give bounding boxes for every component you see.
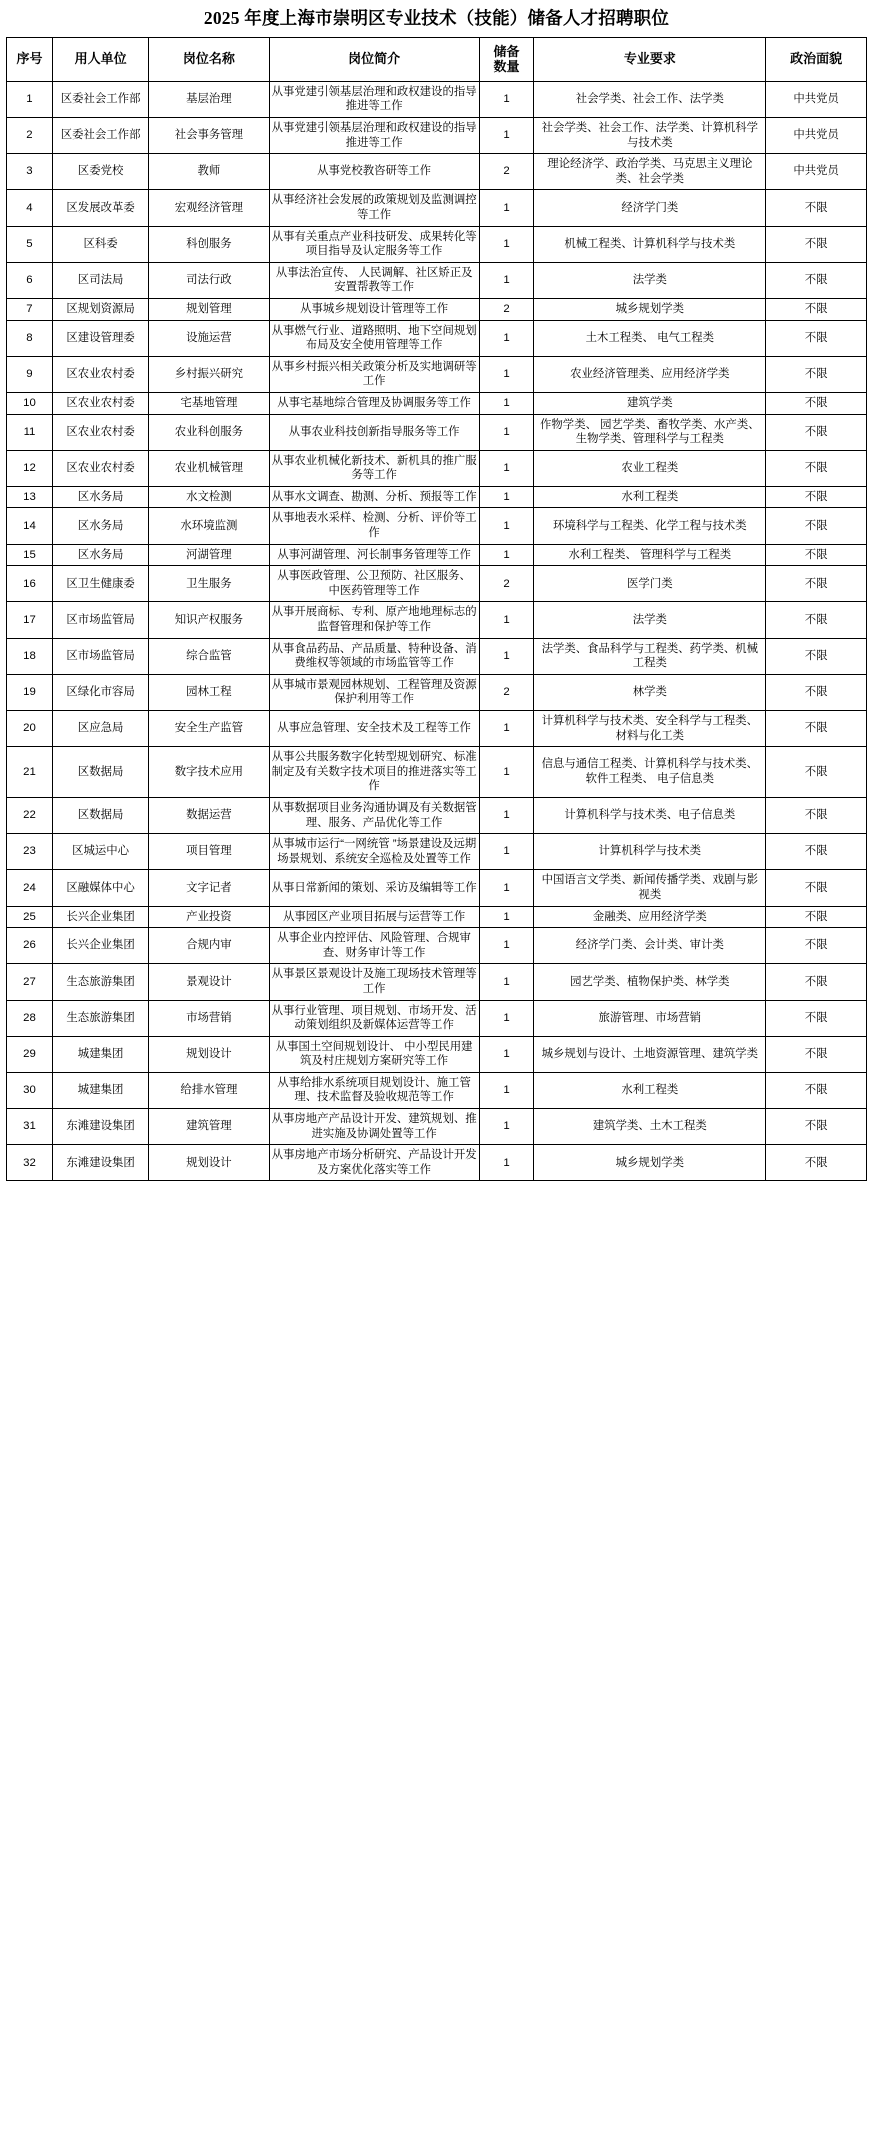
cell-description: 从事党校教咨研等工作: [269, 154, 479, 190]
table-row: [7, 602, 867, 638]
cell-unit: 长兴企业集团: [52, 928, 148, 964]
cell-description: 从事行业管理、项目规划、市场开发、活动策划组织及新媒体运营等工作: [269, 1000, 479, 1036]
cell-seq: 14: [7, 508, 53, 544]
cell-description: 从事房地产市场分析研究、产品设计开发及方案优化落实等工作: [269, 1145, 479, 1181]
cell-political: 不限: [766, 1000, 867, 1036]
table-row: [7, 262, 867, 298]
table-header: [7, 37, 867, 81]
cell-political: 中共党员: [766, 118, 867, 154]
cell-major: 建筑学类、土木工程类: [534, 1109, 766, 1145]
cell-unit: 区发展改革委: [52, 190, 148, 226]
cell-number: 1: [479, 711, 534, 747]
cell-political: 不限: [766, 1109, 867, 1145]
cell-seq: 10: [7, 392, 53, 414]
cell-seq: 20: [7, 711, 53, 747]
cell-description: 从事开展商标、专利、原产地地理标志的监督管理和保护等工作: [269, 602, 479, 638]
cell-post: 给排水管理: [149, 1072, 269, 1108]
cell-number: 1: [479, 747, 534, 798]
cell-political: 不限: [766, 508, 867, 544]
cell-description: 从事城市景观园林规划、工程管理及资源保护利用等工作: [269, 674, 479, 710]
cell-unit: 区数据局: [52, 747, 148, 798]
column-header-desc: 岗位简介: [269, 37, 479, 81]
cell-political: 不限: [766, 747, 867, 798]
table-row: [7, 414, 867, 450]
cell-description: 从事房地产产品设计开发、建筑规划、推进实施及协调处置等工作: [269, 1109, 479, 1145]
table-row: [7, 486, 867, 508]
cell-major: 水利工程类、 管理科学与工程类: [534, 544, 766, 566]
cell-seq: 9: [7, 356, 53, 392]
cell-seq: 2: [7, 118, 53, 154]
column-header-number-line2: 数量: [493, 59, 520, 75]
cell-description: 从事园区产业项目拓展与运营等工作: [269, 906, 479, 928]
cell-number: 1: [479, 118, 534, 154]
cell-political: 不限: [766, 1072, 867, 1108]
table-row: [7, 190, 867, 226]
cell-post: 卫生服务: [149, 566, 269, 602]
cell-description: 从事国土空间规划设计、 中小型民用建筑及村庄规划方案研究等工作: [269, 1036, 479, 1072]
cell-description: 从事给排水系统项目规划设计、施工管理、技术监督及验收规范等工作: [269, 1072, 479, 1108]
cell-unit: 区水务局: [52, 508, 148, 544]
cell-seq: 13: [7, 486, 53, 508]
cell-description: 从事数据项目业务沟通协调及有关数据管理、服务、产品优化等工作: [269, 797, 479, 833]
cell-unit: 区城运中心: [52, 834, 148, 870]
table-row: [7, 544, 867, 566]
cell-number: 1: [479, 906, 534, 928]
cell-unit: 区委社会工作部: [52, 118, 148, 154]
column-header-unit: 用人单位: [52, 37, 148, 81]
cell-political: 不限: [766, 544, 867, 566]
table-body: [7, 81, 867, 1181]
cell-post: 河湖管理: [149, 544, 269, 566]
cell-number: 1: [479, 638, 534, 674]
cell-post: 综合监管: [149, 638, 269, 674]
cell-description: 从事企业内控评估、风险管理、合规审查、财务审计等工作: [269, 928, 479, 964]
cell-description: 从事党建引领基层治理和政权建设的指导推进等工作: [269, 118, 479, 154]
cell-description: 从事公共服务数字化转型规划研究、标准制定及有关数字技术项目的推进落实等工作: [269, 747, 479, 798]
column-header-political: 政治面貌: [766, 37, 867, 81]
cell-post: 水文检测: [149, 486, 269, 508]
cell-number: 1: [479, 320, 534, 356]
cell-political: 不限: [766, 566, 867, 602]
cell-number: 2: [479, 154, 534, 190]
cell-number: 2: [479, 566, 534, 602]
column-header-seq: 序号: [7, 37, 53, 81]
cell-seq: 21: [7, 747, 53, 798]
cell-description: 从事河湖管理、河长制事务管理等工作: [269, 544, 479, 566]
cell-political: 不限: [766, 870, 867, 906]
cell-post: 司法行政: [149, 262, 269, 298]
table-row: [7, 450, 867, 486]
table-row: [7, 154, 867, 190]
cell-post: 景观设计: [149, 964, 269, 1000]
cell-seq: 29: [7, 1036, 53, 1072]
cell-seq: 7: [7, 298, 53, 320]
cell-description: 从事乡村振兴相关政策分析及实地调研等工作: [269, 356, 479, 392]
cell-seq: 6: [7, 262, 53, 298]
cell-unit: 城建集团: [52, 1072, 148, 1108]
cell-description: 从事城市运行“一网统管 ”场景建设及远期场景规划、系统安全巡检及处置等工作: [269, 834, 479, 870]
cell-major: 经济学门类、会计类、审计类: [534, 928, 766, 964]
cell-description: 从事宅基地综合管理及协调服务等工作: [269, 392, 479, 414]
cell-major: 农业工程类: [534, 450, 766, 486]
cell-political: 不限: [766, 1036, 867, 1072]
cell-political: 不限: [766, 797, 867, 833]
cell-unit: 区科委: [52, 226, 148, 262]
cell-unit: 东滩建设集团: [52, 1145, 148, 1181]
cell-major: 计算机科学与技术类、安全科学与工程类、材料与化工类: [534, 711, 766, 747]
cell-description: 从事城乡规划设计管理等工作: [269, 298, 479, 320]
cell-post: 安全生产监管: [149, 711, 269, 747]
cell-unit: 东滩建设集团: [52, 1109, 148, 1145]
cell-description: 从事燃气行业、道路照明、地下空间规划布局及安全使用管理等工作: [269, 320, 479, 356]
cell-major: 社会学类、社会工作、法学类、计算机科学与技术类: [534, 118, 766, 154]
cell-political: 不限: [766, 226, 867, 262]
cell-major: 法学类: [534, 602, 766, 638]
cell-number: 1: [479, 356, 534, 392]
cell-description: 从事食品药品、产品质量、特种设备、消费维权等领域的市场监管等工作: [269, 638, 479, 674]
table-row: [7, 870, 867, 906]
cell-post: 乡村振兴研究: [149, 356, 269, 392]
cell-unit: 区绿化市容局: [52, 674, 148, 710]
cell-post: 设施运营: [149, 320, 269, 356]
column-header-number: [479, 37, 534, 81]
cell-major: 社会学类、社会工作、法学类: [534, 81, 766, 117]
cell-political: 不限: [766, 356, 867, 392]
cell-major: 医学门类: [534, 566, 766, 602]
cell-major: 作物学类、 园艺学类、畜牧学类、水产类、 生物学类、管理科学与工程类: [534, 414, 766, 450]
cell-political: 中共党员: [766, 81, 867, 117]
cell-major: 信息与通信工程类、计算机科学与技术类、软件工程类、 电子信息类: [534, 747, 766, 798]
cell-number: 2: [479, 298, 534, 320]
table-row: [7, 747, 867, 798]
cell-number: 1: [479, 928, 534, 964]
cell-description: 从事水文调查、勘测、分析、预报等工作: [269, 486, 479, 508]
cell-seq: 12: [7, 450, 53, 486]
cell-description: 从事应急管理、安全技术及工程等工作: [269, 711, 479, 747]
cell-major: 计算机科学与技术类: [534, 834, 766, 870]
cell-post: 农业科创服务: [149, 414, 269, 450]
cell-political: 不限: [766, 674, 867, 710]
cell-post: 水环境监测: [149, 508, 269, 544]
cell-number: 1: [479, 486, 534, 508]
cell-number: 1: [479, 262, 534, 298]
cell-political: 不限: [766, 298, 867, 320]
cell-number: 1: [479, 81, 534, 117]
cell-major: 林学类: [534, 674, 766, 710]
cell-seq: 25: [7, 906, 53, 928]
table-row: [7, 566, 867, 602]
cell-unit: 区司法局: [52, 262, 148, 298]
table-row: [7, 928, 867, 964]
cell-political: 不限: [766, 320, 867, 356]
cell-number: 1: [479, 392, 534, 414]
cell-description: 从事有关重点产业科技研发、成果转化等项目指导及认定服务等工作: [269, 226, 479, 262]
cell-major: 中国语言文学类、新闻传播学类、戏剧与影视类: [534, 870, 766, 906]
cell-unit: 区市场监管局: [52, 602, 148, 638]
cell-post: 规划设计: [149, 1036, 269, 1072]
cell-seq: 32: [7, 1145, 53, 1181]
cell-political: 不限: [766, 392, 867, 414]
cell-post: 社会事务管理: [149, 118, 269, 154]
cell-seq: 4: [7, 190, 53, 226]
cell-unit: 区农业农村委: [52, 392, 148, 414]
cell-political: 不限: [766, 602, 867, 638]
cell-post: 基层治理: [149, 81, 269, 117]
cell-political: 不限: [766, 834, 867, 870]
cell-post: 宏观经济管理: [149, 190, 269, 226]
cell-major: 环境科学与工程类、化学工程与技术类: [534, 508, 766, 544]
page-title: 2025 年度上海市崇明区专业技术（技能）储备人才招聘职位: [203, 8, 670, 28]
cell-major: 经济学门类: [534, 190, 766, 226]
cell-post: 园林工程: [149, 674, 269, 710]
table-row: [7, 674, 867, 710]
cell-political: 不限: [766, 450, 867, 486]
table-row: [7, 226, 867, 262]
cell-major: 机械工程类、计算机科学与技术类: [534, 226, 766, 262]
cell-seq: 5: [7, 226, 53, 262]
column-header-number-line1: 储备: [493, 43, 520, 59]
cell-unit: 城建集团: [52, 1036, 148, 1072]
cell-unit: 区农业农村委: [52, 356, 148, 392]
cell-post: 数字技术应用: [149, 747, 269, 798]
table-row: [7, 1145, 867, 1181]
cell-unit: 区委党校: [52, 154, 148, 190]
cell-seq: 31: [7, 1109, 53, 1145]
cell-number: 1: [479, 1109, 534, 1145]
cell-major: 土木工程类、 电气工程类: [534, 320, 766, 356]
table-row: [7, 1036, 867, 1072]
cell-political: 不限: [766, 711, 867, 747]
column-header-post: 岗位名称: [149, 37, 269, 81]
cell-political: 不限: [766, 638, 867, 674]
table-row: [7, 1072, 867, 1108]
cell-post: 合规内审: [149, 928, 269, 964]
cell-description: 从事景区景观设计及施工现场技术管理等工作: [269, 964, 479, 1000]
cell-political: 中共党员: [766, 154, 867, 190]
table-row: [7, 1000, 867, 1036]
table-row: [7, 356, 867, 392]
cell-number: 1: [479, 508, 534, 544]
cell-number: 1: [479, 544, 534, 566]
cell-post: 宅基地管理: [149, 392, 269, 414]
cell-number: 1: [479, 964, 534, 1000]
cell-seq: 28: [7, 1000, 53, 1036]
cell-number: 1: [479, 834, 534, 870]
cell-unit: 区卫生健康委: [52, 566, 148, 602]
cell-seq: 22: [7, 797, 53, 833]
table-row: [7, 638, 867, 674]
cell-unit: 区水务局: [52, 486, 148, 508]
cell-major: 城乡规划学类: [534, 298, 766, 320]
recruitment-positions-table: [6, 37, 867, 1182]
cell-major: 城乡规划学类: [534, 1145, 766, 1181]
cell-number: 1: [479, 1145, 534, 1181]
cell-unit: 区农业农村委: [52, 450, 148, 486]
cell-number: 1: [479, 870, 534, 906]
table-row: [7, 320, 867, 356]
cell-description: 从事农业科技创新指导服务等工作: [269, 414, 479, 450]
cell-unit: 区建设管理委: [52, 320, 148, 356]
cell-major: 园艺学类、植物保护类、林学类: [534, 964, 766, 1000]
cell-political: 不限: [766, 190, 867, 226]
cell-seq: 11: [7, 414, 53, 450]
cell-description: 从事党建引领基层治理和政权建设的指导推进等工作: [269, 81, 479, 117]
cell-major: 城乡规划与设计、土地资源管理、建筑学类: [534, 1036, 766, 1072]
table-row: [7, 906, 867, 928]
cell-unit: 区融媒体中心: [52, 870, 148, 906]
cell-number: 1: [479, 450, 534, 486]
cell-major: 计算机科学与技术类、电子信息类: [534, 797, 766, 833]
cell-number: 1: [479, 414, 534, 450]
cell-seq: 30: [7, 1072, 53, 1108]
cell-unit: 长兴企业集团: [52, 906, 148, 928]
table-row: [7, 81, 867, 117]
cell-post: 建筑管理: [149, 1109, 269, 1145]
cell-number: 1: [479, 1036, 534, 1072]
cell-post: 知识产权服务: [149, 602, 269, 638]
cell-political: 不限: [766, 928, 867, 964]
cell-description: 从事法治宣传、 人民调解、社区矫正及安置帮教等工作: [269, 262, 479, 298]
cell-unit: 生态旅游集团: [52, 964, 148, 1000]
cell-post: 市场营销: [149, 1000, 269, 1036]
cell-post: 规划管理: [149, 298, 269, 320]
table-row: [7, 964, 867, 1000]
cell-major: 理论经济学、政治学类、马克思主义理论类、社会学类: [534, 154, 766, 190]
cell-seq: 15: [7, 544, 53, 566]
cell-post: 产业投资: [149, 906, 269, 928]
cell-unit: 区规划资源局: [52, 298, 148, 320]
cell-unit: 区农业农村委: [52, 414, 148, 450]
table-row: [7, 508, 867, 544]
cell-number: 1: [479, 797, 534, 833]
cell-seq: 18: [7, 638, 53, 674]
cell-unit: 区委社会工作部: [52, 81, 148, 117]
cell-seq: 16: [7, 566, 53, 602]
cell-number: 1: [479, 1000, 534, 1036]
cell-political: 不限: [766, 486, 867, 508]
cell-post: 农业机械管理: [149, 450, 269, 486]
cell-major: 水利工程类: [534, 486, 766, 508]
cell-number: 1: [479, 190, 534, 226]
cell-seq: 8: [7, 320, 53, 356]
table-row: [7, 298, 867, 320]
cell-major: 法学类: [534, 262, 766, 298]
cell-unit: 区水务局: [52, 544, 148, 566]
cell-political: 不限: [766, 414, 867, 450]
cell-political: 不限: [766, 906, 867, 928]
cell-seq: 1: [7, 81, 53, 117]
cell-post: 规划设计: [149, 1145, 269, 1181]
cell-major: 建筑学类: [534, 392, 766, 414]
cell-major: 法学类、食品科学与工程类、药学类、机械工程类: [534, 638, 766, 674]
cell-description: 从事地表水采样、检测、分析、评价等工作: [269, 508, 479, 544]
table-row: [7, 118, 867, 154]
cell-major: 金融类、应用经济学类: [534, 906, 766, 928]
cell-description: 从事医政管理、公卫预防、社区服务、 中医药管理等工作: [269, 566, 479, 602]
cell-major: 旅游管理、市场营销: [534, 1000, 766, 1036]
cell-description: 从事农业机械化新技术、新机具的推广服务等工作: [269, 450, 479, 486]
cell-unit: 区应急局: [52, 711, 148, 747]
table-row: [7, 834, 867, 870]
table-row: [7, 797, 867, 833]
cell-major: 农业经济管理类、应用经济学类: [534, 356, 766, 392]
table-row: [7, 711, 867, 747]
cell-unit: 区数据局: [52, 797, 148, 833]
table-header-row: [7, 37, 867, 81]
cell-unit: 生态旅游集团: [52, 1000, 148, 1036]
table-row: [7, 1109, 867, 1145]
cell-number: 2: [479, 674, 534, 710]
cell-political: 不限: [766, 1145, 867, 1181]
table-row: [7, 392, 867, 414]
cell-post: 文字记者: [149, 870, 269, 906]
cell-seq: 27: [7, 964, 53, 1000]
cell-post: 教师: [149, 154, 269, 190]
cell-post: 科创服务: [149, 226, 269, 262]
cell-description: 从事日常新闻的策划、采访及编辑等工作: [269, 870, 479, 906]
cell-seq: 17: [7, 602, 53, 638]
cell-seq: 23: [7, 834, 53, 870]
cell-number: 1: [479, 1072, 534, 1108]
cell-description: 从事经济社会发展的政策规划及监测调控等工作: [269, 190, 479, 226]
cell-political: 不限: [766, 964, 867, 1000]
cell-unit: 区市场监管局: [52, 638, 148, 674]
cell-major: 水利工程类: [534, 1072, 766, 1108]
cell-seq: 3: [7, 154, 53, 190]
cell-political: 不限: [766, 262, 867, 298]
cell-seq: 26: [7, 928, 53, 964]
cell-number: 1: [479, 602, 534, 638]
cell-seq: 24: [7, 870, 53, 906]
cell-number: 1: [479, 226, 534, 262]
column-header-major: 专业要求: [534, 37, 766, 81]
cell-seq: 19: [7, 674, 53, 710]
cell-post: 数据运营: [149, 797, 269, 833]
cell-post: 项目管理: [149, 834, 269, 870]
